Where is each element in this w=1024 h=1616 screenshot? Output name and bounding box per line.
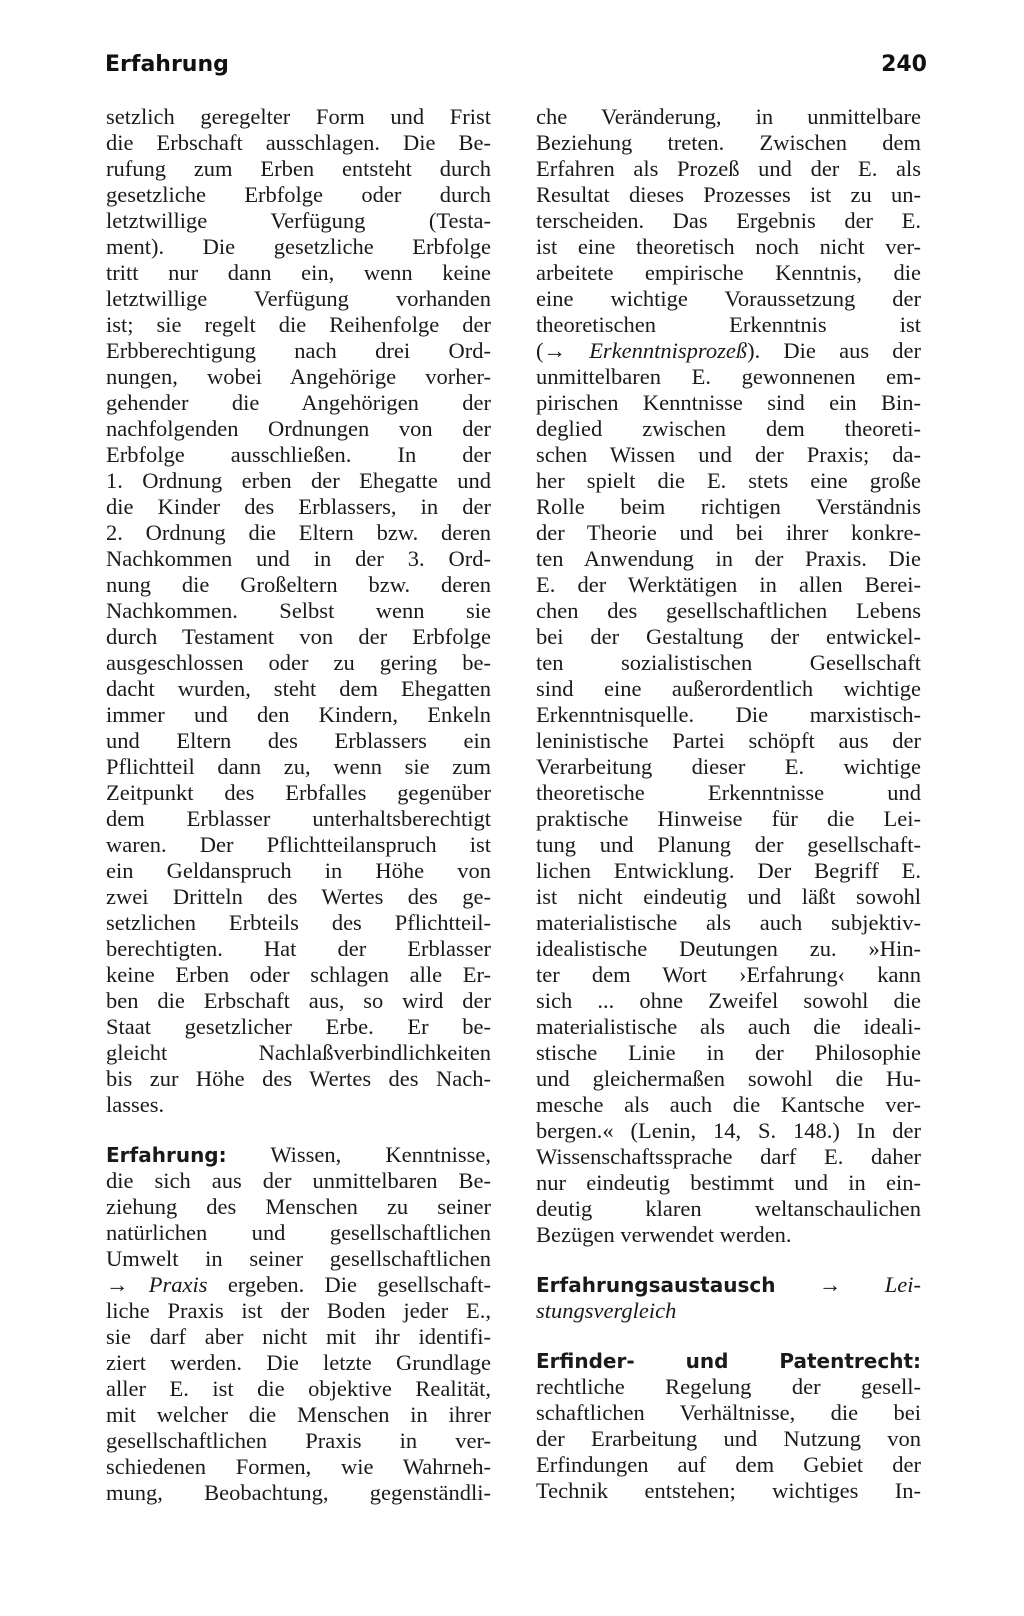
text-line: zwei Dritteln des Wertes des ge-: [106, 884, 491, 909]
cross-reference-line: → Praxis ergeben. Die gesellschaft-: [106, 1272, 492, 1297]
entry-body: [536, 1374, 921, 1504]
arrow-icon: →: [818, 1272, 842, 1297]
text-line: Technik entstehen; wichtiges In-: [536, 1478, 921, 1503]
text-line: dem Erblasser unterhaltsberechtigt: [106, 806, 491, 831]
text-line: Beziehung treten. Zwischen dem: [536, 130, 921, 155]
text-line: theoretischen Erkenntnis ist: [536, 312, 921, 337]
text-line: mesche als auch die Kantsche ver-: [536, 1092, 921, 1117]
text-line: deutig klaren weltanschaulichen: [536, 1196, 921, 1221]
text-line: ist eine theoretisch noch nicht ver-: [536, 234, 921, 259]
text-line: ziehung des Menschen zu seiner: [106, 1194, 491, 1219]
text-line: pirischen Kenntnisse sind ein Bin-: [536, 390, 921, 415]
text-line: die Erbschaft ausschlagen. Die Be-: [106, 130, 491, 155]
text-line: che Veränderung, in unmittelbare: [536, 104, 921, 129]
text-line: materialistische als auch die ideali-: [536, 1014, 921, 1039]
text-line: bei der Gestaltung der entwickel-: [536, 624, 921, 649]
text-line: mit welcher die Menschen in ihrer: [106, 1402, 491, 1427]
entry-body-continued: [106, 1298, 491, 1506]
entry-erfahrung: [106, 1142, 491, 1506]
text-line: rechtliche Regelung der gesell-: [536, 1374, 921, 1399]
text-line: ter dem Wort ›Erfahrung‹ kann: [536, 962, 921, 987]
text-line: 2. Ordnung die Eltern bzw. deren: [106, 520, 491, 545]
text-line: gesellschaftlichen Praxis in ver-: [106, 1428, 491, 1453]
text-line: Erfahren als Prozeß und der E. als: [536, 156, 921, 181]
text-line: idealistische Deutungen zu. »Hin-: [536, 936, 921, 961]
text-line: schiedenen Formen, wie Wahrneh-: [106, 1454, 491, 1479]
lemma-erfahrungsaustausch: Erfahrungsaustausch: [536, 1273, 776, 1297]
left-column: [106, 104, 491, 1506]
text-line: setzlich geregelter Form und Frist: [106, 104, 491, 129]
right-column: [536, 104, 921, 1504]
text-line: sind eine außerordentlich wichtige: [536, 676, 921, 701]
ref-praxis[interactable]: Praxis: [148, 1272, 208, 1297]
text-line: unmittelbaren E. gewonnenen em-: [536, 364, 921, 389]
text-line: her spielt die E. stets eine große: [536, 468, 921, 493]
text-line: und Eltern des Erblassers ein: [106, 728, 491, 753]
arrow-icon: →: [106, 1272, 129, 1297]
text-line: tung und Planung der gesellschaft-: [536, 832, 921, 857]
text-line: natürlichen und gesellschaftlichen: [106, 1220, 491, 1245]
text-line: rufung zum Erben entsteht durch: [106, 156, 491, 181]
text-line: ten sozialistischen Gesellschaft: [536, 650, 921, 675]
text-line: Rolle beim richtigen Verständnis: [536, 494, 921, 519]
text-line: ben die Erbschaft aus, so wird der: [106, 988, 491, 1013]
text-line: Nachkommen und in der 3. Ord-: [106, 546, 491, 571]
text-line: eine wichtige Voraussetzung der: [536, 286, 921, 311]
text-line: tritt nur dann ein, wenn keine: [106, 260, 491, 285]
text-line: nung die Großeltern bzw. deren: [106, 572, 491, 597]
cross-reference-line: (→ Erkenntnisprozeß). Die aus der: [536, 338, 921, 363]
text-line: Umwelt in seiner gesellschaftlichen: [106, 1246, 491, 1271]
entry-erfahrungsaustausch: [536, 1272, 921, 1324]
text-line: ist nicht eindeutig und läßt sowohl: [536, 884, 921, 909]
text-line: Erbfolge ausschließen. In der: [106, 442, 491, 467]
text-line: letztwillige Verfügung vorhanden: [106, 286, 491, 311]
text-line: keine Erben oder schlagen alle Er-: [106, 962, 491, 987]
text-line: deglied zwischen dem theoreti-: [536, 416, 921, 441]
text-line: nur eindeutig bestimmt und in ein-: [536, 1170, 921, 1195]
text-line: ziert werden. Die letzte Grundlage: [106, 1350, 491, 1375]
text-line: 1. Ordnung erben der Ehegatte und: [106, 468, 491, 493]
text-line: bis zur Höhe des Wertes des Nach-: [106, 1066, 491, 1091]
text-line: gleicht Nachlaßverbindlichkeiten: [106, 1040, 491, 1065]
ref-erkenntnisprozess[interactable]: Erkenntnisprozeß: [589, 338, 748, 363]
text-line: nachfolgenden Ordnungen von der: [106, 416, 491, 441]
text-line: schen Wissen und der Praxis; da-: [536, 442, 921, 467]
text-line: die sich aus der unmittelbaren Be-: [106, 1168, 491, 1193]
text-line: waren. Der Pflichtteilanspruch ist: [106, 832, 491, 857]
text-line: materialistische als auch subjektiv-: [536, 910, 921, 935]
text-line: ist; sie regelt die Reihenfolge der: [106, 312, 491, 337]
text-line: Pflichtteil dann zu, wenn sie zum: [106, 754, 491, 779]
text-line: dacht wurden, steht dem Ehegatten: [106, 676, 491, 701]
lemma-erfahrung: Erfahrung:: [106, 1143, 227, 1167]
text-line: Staat gesetzlicher Erbe. Er be-: [106, 1014, 491, 1039]
entry-erfahrung-body: [536, 364, 921, 1248]
text-line: ten Anwendung in der Praxis. Die: [536, 546, 921, 571]
text-line: gehender die Angehörigen der: [106, 390, 491, 415]
entry-gap: [536, 1324, 921, 1348]
text-line: Erbberechtigung nach drei Ord-: [106, 338, 491, 363]
continuation-text: [106, 104, 491, 1118]
text-line: setzlichen Erbteils des Pflichtteil-: [106, 910, 491, 935]
text-line: letztwillige Verfügung (Testa-: [106, 208, 491, 233]
text-line: schaftlichen Verhältnisse, die bei: [536, 1400, 921, 1425]
text-line: stische Linie in der Philosophie: [536, 1040, 921, 1065]
entry-first-line: Erfahrung: Wissen, Kenntnisse,: [106, 1142, 491, 1167]
text-line: ausgeschlossen oder zu gering be-: [106, 650, 491, 675]
text-line: bergen.« (Lenin, 14, S. 148.) In der: [536, 1118, 921, 1143]
text-line: die Kinder des Erblassers, in der: [106, 494, 491, 519]
text-line: lasses.: [106, 1092, 165, 1117]
entry-gap: [106, 1118, 491, 1142]
text-line: liche Praxis ist der Boden jeder E.,: [106, 1298, 491, 1323]
text-line: Verarbeitung dieser E. wichtige: [536, 754, 921, 779]
text-line: lichen Entwicklung. Der Begriff E.: [536, 858, 921, 883]
text-line: mung, Beobachtung, gegenständli-: [106, 1480, 491, 1505]
text-line: der Theorie und bei ihrer konkre-: [536, 520, 921, 545]
text-line: aller E. ist die objektive Realität,: [106, 1376, 491, 1401]
text-line: Nachkommen. Selbst wenn sie: [106, 598, 491, 623]
text-line: sie darf aber nicht mit ihr identifi-: [106, 1324, 491, 1349]
text-line: praktische Hinweise für die Lei-: [536, 806, 921, 831]
text-line: chen des gesellschaftlichen Lebens: [536, 598, 921, 623]
text-line: theoretische Erkenntnisse und: [536, 780, 921, 805]
text-line: ein Geldanspruch in Höhe von: [106, 858, 491, 883]
text-line: immer und den Kindern, Enkeln: [106, 702, 491, 727]
text-line: Zeitpunkt des Erbfalles gegenüber: [106, 780, 491, 805]
running-header: [105, 52, 927, 77]
text-line: leninistische Partei schöpft aus der: [536, 728, 921, 753]
text-line: nungen, wobei Angehörige vorher-: [106, 364, 491, 389]
text-line: und gleichermaßen sowohl die Hu-: [536, 1066, 921, 1091]
text-line: berechtigten. Hat der Erblasser: [106, 936, 491, 961]
text-line: arbeitete empirische Kenntnis, die: [536, 260, 921, 285]
header-title: Erfahrung: [105, 52, 229, 77]
text-line: terscheiden. Das Ergebnis der E.: [536, 208, 921, 233]
text-line: ment). Die gesetzliche Erbfolge: [106, 234, 491, 259]
ref-leistungsvergleich-cont[interactable]: stungsvergleich: [536, 1298, 677, 1323]
entry-erfinder-und-patentrecht: Erfinder- und Patentrecht: rechtliche Regelung der gesell- schaftlichen Verhältnisse, die bei der Erarbeitung und Nutzung von Erfindungen auf dem Gebiet der Technik entstehen; wichtiges In-: [536, 1349, 921, 1503]
entry-gap: [536, 1248, 921, 1272]
text-line: der Erarbeitung und Nutzung von: [536, 1426, 921, 1451]
entry-body: [106, 1168, 491, 1272]
text-line: sich ... ohne Zweifel sowohl die: [536, 988, 921, 1013]
text-line: durch Testament von der Erbfolge: [106, 624, 491, 649]
text-line: Erfindungen auf dem Gebiet der: [536, 1452, 921, 1477]
lemma-erfinder: Erfinder-: [536, 1349, 635, 1373]
text-line: gesetzliche Erbfolge oder durch: [106, 182, 491, 207]
page-number: 240: [881, 52, 927, 77]
ref-leistungsvergleich[interactable]: Lei-: [884, 1272, 922, 1297]
entry-erfahrung-continued: [536, 104, 921, 338]
text-line: Resultat dieses Prozesses ist zu un-: [536, 182, 921, 207]
text-line: Erkenntnisquelle. Die marxistisch-: [536, 702, 921, 727]
text-line: E. der Werktätigen in allen Berei-: [536, 572, 921, 597]
text-line: Bezügen verwendet werden.: [536, 1222, 792, 1247]
text-line: Wissenschaftssprache darf E. daher: [536, 1144, 921, 1169]
